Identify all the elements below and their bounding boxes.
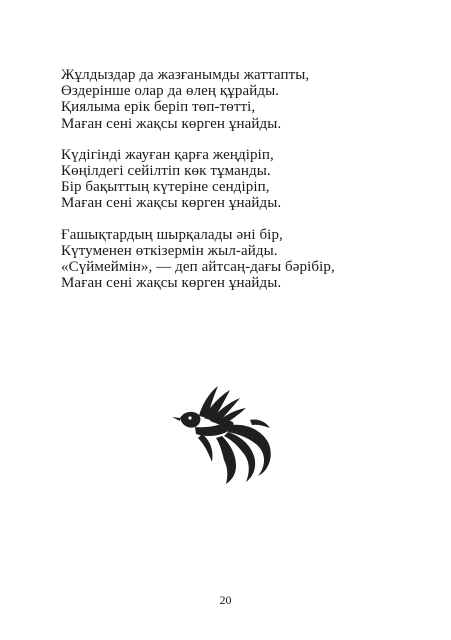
stanza-1 bbox=[61, 67, 401, 132]
poem-line: Көңілдегі сейілтіп көк тұманды. bbox=[61, 163, 271, 180]
poem-line: Бір бақыттың күтеріне сендіріп, bbox=[61, 179, 270, 196]
page-number: 20 bbox=[219, 593, 232, 607]
poem-line: Өздерінше олар да өлең құрайды. bbox=[61, 83, 280, 100]
stanza-2 bbox=[61, 147, 401, 212]
poem-line: Күтуменен өткізермін жыл-айды. bbox=[61, 242, 278, 259]
poem-line: Қиялыма ерік беріп төп-төтті, bbox=[61, 99, 256, 116]
poem-line: Жұлдыздар да жазғанымды жаттапты, bbox=[61, 67, 310, 83]
poem-line: Маған сені жақсы көрген ұнайды. bbox=[61, 195, 282, 212]
poem-line: «Сүймеймін», — деп айтсаң-дағы бәрібір, bbox=[61, 259, 335, 276]
swallow-bird-ornament-icon bbox=[166, 378, 284, 486]
stanza-3 bbox=[61, 227, 401, 292]
poem bbox=[61, 67, 401, 306]
poem-line: Ғашықтардың шырқалады әні бір, bbox=[61, 226, 283, 243]
poem-line: Маған сені жақсы көрген ұнайды. bbox=[61, 275, 282, 292]
poem-line: Маған сені жақсы көрген ұнайды. bbox=[61, 115, 282, 132]
poem-line: Күдігінді жауған қарға жеңдіріп, bbox=[61, 146, 274, 163]
